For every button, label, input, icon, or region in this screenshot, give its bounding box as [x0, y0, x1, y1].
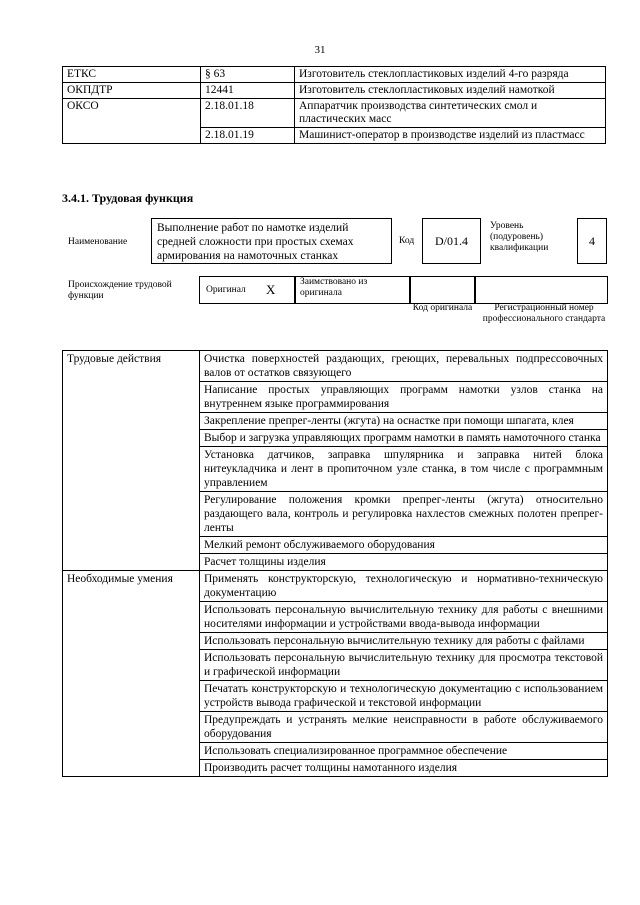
- labor-action-item: Мелкий ремонт обслуживаемого оборудования: [200, 537, 608, 554]
- table-cell: Изготовитель стеклопластиковых изделий 4-го разряда: [295, 67, 606, 83]
- table-row: [63, 67, 606, 83]
- original-code-box: [410, 276, 475, 304]
- table-cell: Машинист-оператор в производстве изделий из пластмасс: [295, 128, 606, 144]
- function-code-label: Код: [399, 236, 415, 246]
- table-row: [63, 83, 606, 99]
- skill-item: Использовать персональную вычислительную технику для работы с файлами: [200, 633, 608, 650]
- origin-label: Происхождение трудовой функции: [68, 280, 172, 301]
- skill-item: Использовать персональную вычислительную технику для работы с внешними носителями информации и устройствами ввода-вывода информации: [200, 602, 608, 633]
- table-row: [63, 571, 608, 602]
- labor-action-item: Регулирование положения кромки препрег-ленты (жгута) относительно раздающего вала, контроль и регулировка нахлестов смежных полотен препрег-ленты: [200, 492, 608, 537]
- table-row: [63, 99, 606, 128]
- labor-action-item: Выбор и загрузка управляющих программ намотки в память намоточного станка: [200, 430, 608, 447]
- original-label: Оригинал: [206, 285, 246, 295]
- registration-number-box: [475, 276, 608, 304]
- labor-actions-label: Трудовые действия: [63, 351, 200, 571]
- table-cell: 2.18.01.18: [201, 99, 295, 128]
- skill-item: Использовать специализированное программное обеспечение: [200, 743, 608, 760]
- skills-label: Необходимые умения: [63, 571, 200, 777]
- table-cell: Аппаратчик производства синтетических смол и пластических масс: [295, 99, 606, 128]
- labor-action-item: Расчет толщины изделия: [200, 554, 608, 571]
- skill-item: Производить расчет толщины намотанного изделия: [200, 760, 608, 777]
- skill-item: Печатать конструкторскую и технологическую документацию с использованием устройств вывода графической и текстовой информации: [200, 681, 608, 712]
- table-cell: ЕТКС: [63, 67, 201, 83]
- classification-table: [62, 66, 606, 144]
- borrowed-label: Заимствовано из оригинала: [300, 277, 368, 298]
- table-cell: 12441: [201, 83, 295, 99]
- skill-item: Применять конструкторскую, технологическую и нормативно-техническую документацию: [200, 571, 608, 602]
- original-mark: X: [266, 282, 276, 297]
- table-cell: ОКСО: [63, 99, 201, 144]
- function-name-value: Выполнение работ по намотке изделий средней сложности при простых схемах армирования на намоточных станках: [151, 218, 392, 264]
- original-code-label: Код оригинала: [412, 303, 473, 313]
- labor-action-item: Очистка поверхностей раздающих, греющих, перевальных подпрессовочных валов от остатков связующего: [200, 351, 608, 382]
- page-number: 31: [314, 44, 326, 56]
- function-name-label: Наименование: [68, 237, 128, 247]
- function-details-table: [62, 350, 608, 777]
- table-cell: § 63: [201, 67, 295, 83]
- qualification-level-label: Уровень (подуровень) квалификации: [490, 221, 549, 253]
- section-title: 3.4.1. Трудовая функция: [62, 191, 194, 205]
- table-cell: ОКПДТР: [63, 83, 201, 99]
- skill-item: Предупреждать и устранять мелкие неисправности в работе обслуживаемого оборудования: [200, 712, 608, 743]
- table-cell: Изготовитель стеклопластиковых изделий намоткой: [295, 83, 606, 99]
- table-row: [63, 351, 608, 382]
- registration-number-label: Регистрационный номер профессионального стандарта: [482, 303, 606, 324]
- labor-action-item: Написание простых управляющих программ намотки узлов станка на внутреннем языке программирования: [200, 382, 608, 413]
- skill-item: Использовать персональную вычислительную технику для просмотра текстовой и графической информации: [200, 650, 608, 681]
- function-code-value: D/01.4: [422, 218, 481, 264]
- labor-action-item: Установка датчиков, заправка шпулярника и заправка нитей блока нитеукладчика и лент в пропиточном узле станка, в том числе с программным управлением: [200, 447, 608, 492]
- labor-action-item: Закрепление препрег-ленты (жгута) на оснастке при помощи шпагата, клея: [200, 413, 608, 430]
- table-cell: 2.18.01.19: [201, 128, 295, 144]
- qualification-level-value: 4: [577, 218, 607, 264]
